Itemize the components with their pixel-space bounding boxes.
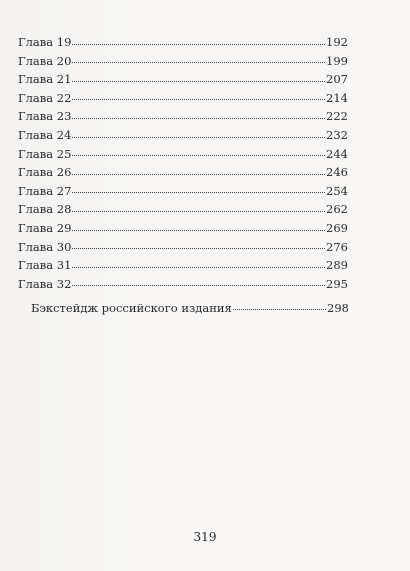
chapter-title: Глава 19 <box>18 35 72 49</box>
chapter-title: Глава 26 <box>18 165 72 180</box>
dot-leader <box>72 44 325 45</box>
toc-entry <box>18 163 348 182</box>
page-number: 222 <box>326 109 348 124</box>
toc-entry <box>18 200 348 219</box>
chapter-title: Глава 27 <box>18 183 72 198</box>
dot-leader <box>72 267 325 268</box>
toc-entry <box>18 52 348 71</box>
page-number: 232 <box>326 127 348 142</box>
dot-leader <box>72 192 325 193</box>
chapter-title: Глава 31 <box>18 258 72 273</box>
page-number: 254 <box>326 183 348 198</box>
chapter-title: Глава 20 <box>18 53 72 68</box>
dot-leader <box>72 118 325 119</box>
toc-entry <box>18 182 348 201</box>
page-number: 214 <box>326 90 348 105</box>
page-number: 192 <box>326 35 348 49</box>
page-number: 276 <box>326 239 348 254</box>
page-number: 207 <box>326 72 348 87</box>
toc-entry <box>18 126 348 145</box>
chapter-title: Глава 32 <box>18 276 72 291</box>
dot-leader <box>72 137 325 138</box>
page-number: 262 <box>326 202 348 217</box>
chapter-title: Глава 28 <box>18 202 72 217</box>
dot-leader <box>233 309 326 310</box>
toc-entry <box>18 145 348 164</box>
toc-entry <box>18 107 348 126</box>
dot-leader <box>72 81 325 82</box>
dot-leader <box>72 174 325 175</box>
toc-entry <box>18 219 348 238</box>
dot-leader <box>72 230 325 231</box>
page-number: 298 <box>327 301 349 315</box>
dot-leader <box>72 99 325 100</box>
page-number: 295 <box>326 276 348 291</box>
chapter-title: Глава 21 <box>18 72 72 87</box>
chapter-title: Глава 29 <box>18 220 72 235</box>
chapter-title: Глава 25 <box>18 146 72 161</box>
dot-leader <box>72 285 325 286</box>
table-of-contents <box>18 33 348 293</box>
chapter-title: Глава 30 <box>18 239 72 254</box>
folio-page-number: 319 <box>193 530 217 544</box>
page-number: 269 <box>326 220 348 235</box>
page-number: 244 <box>326 146 348 161</box>
chapter-title: Глава 24 <box>18 127 72 142</box>
toc-entry <box>18 256 348 275</box>
section-title: Бэкстейдж российского издания <box>31 301 232 315</box>
toc-entry <box>18 238 348 257</box>
dot-leader <box>72 248 325 249</box>
page-number: 199 <box>326 53 348 68</box>
dot-leader <box>72 155 325 156</box>
page-number: 289 <box>326 258 348 273</box>
toc-entry <box>18 275 348 294</box>
toc-entry-backstage <box>31 299 349 317</box>
dot-leader <box>72 62 325 63</box>
dot-leader <box>72 211 325 212</box>
toc-entry <box>18 33 348 52</box>
chapter-title: Глава 23 <box>18 109 72 124</box>
toc-entry <box>18 89 348 108</box>
toc-entry <box>18 70 348 89</box>
page-number: 246 <box>326 165 348 180</box>
chapter-title: Глава 22 <box>18 90 72 105</box>
